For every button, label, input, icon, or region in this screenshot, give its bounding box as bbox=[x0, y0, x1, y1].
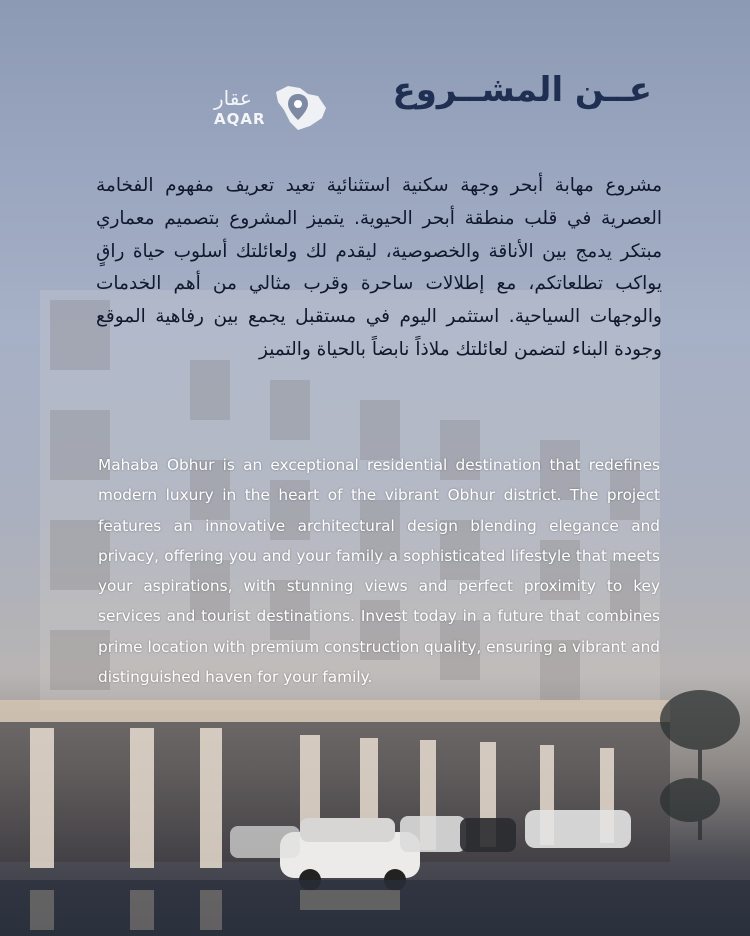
arabic-description: مشروع مهابة أبحر وجهة سكنية استثنائية تعيد تعريف مفهوم الفخامة العصرية في قلب منطقة أبحر الحيوية. يتميز المشروع بتصميم معماري مبتكر يدمج بين الأناقة والخصوصية، ليقدم لك ولعائلتك أسلوب حياة راقٍ يواكب تطلعاتكم، مع إطلالات ساحرة وقرب مثالي من أهم الخدمات والوجهات السياحية. استثمر اليوم في مستقبل يجمع بين رفاهية الموقع وجودة البناء لتضمن لعائلتك ملاذاً نابضاً بالحياة والتميز bbox=[96, 175, 662, 360]
saudi-map-pin-icon bbox=[270, 82, 330, 134]
logo-english-text: AQAR bbox=[214, 110, 266, 128]
header bbox=[0, 0, 750, 150]
aqar-logo bbox=[214, 86, 334, 136]
logo-arabic-text: عقار bbox=[214, 86, 252, 110]
english-description: Mahaba Obhur is an exceptional residential destination that redefines modern luxury in the heart of the vibrant Obhur district. The project features an innovative architectural design blending elegance and privacy, offering you and your family a sophisticated lifestyle that meets your aspirations, with stunning views and perfect proximity to key services and tourist destinations. Invest today in a future that combines prime location with premium construction quality, ensuring a vibrant and distinguished haven for your family. bbox=[98, 456, 660, 687]
page-title: عــن المشــروع bbox=[392, 70, 652, 110]
